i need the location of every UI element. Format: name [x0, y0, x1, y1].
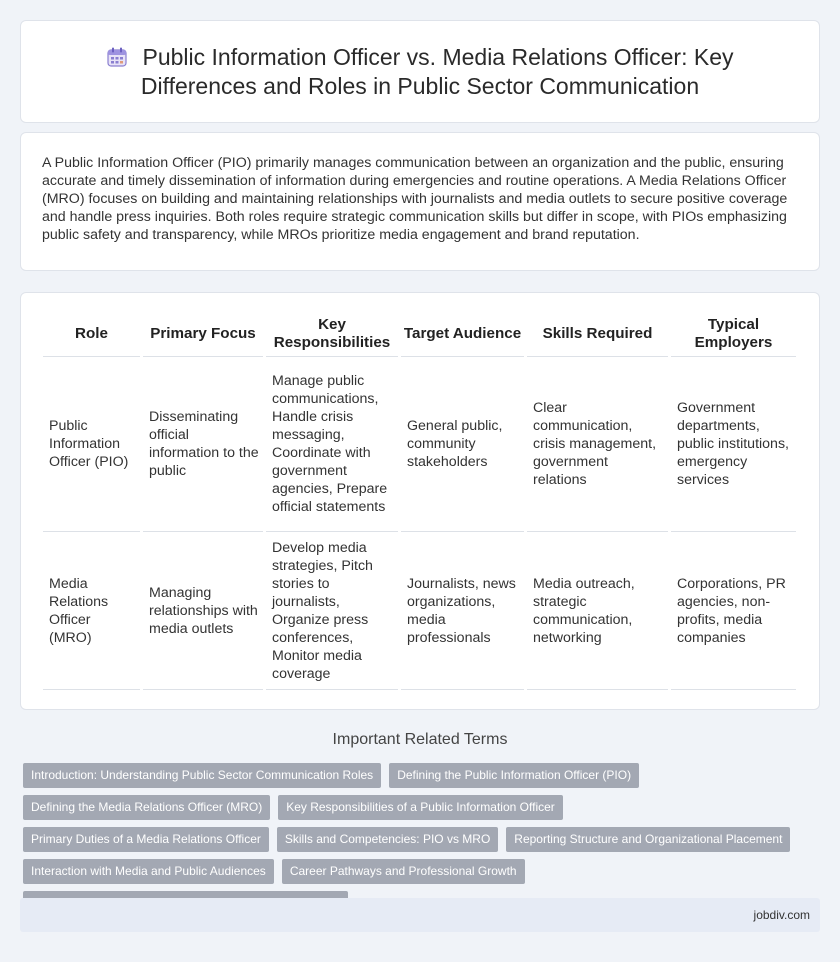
table-row — [43, 532, 796, 690]
table-cell: Public Information Officer (PIO) — [43, 357, 140, 532]
footer-site-link[interactable]: jobdiv.com — [753, 908, 810, 922]
title-text: Public Information Officer vs. Media Relations Officer: Key Differences and Roles in Public Sector Communication — [140, 43, 734, 99]
header-primary-focus: Primary Focus — [143, 311, 263, 357]
table-cell: Corporations, PR agencies, non-profits, media companies — [671, 532, 796, 690]
table-row — [43, 357, 796, 532]
table-cell: Managing relationships with media outlets — [143, 532, 263, 690]
table-cell: Develop media strategies, Pitch stories to journalists, Organize press conferences, Monitor media coverage — [266, 532, 398, 690]
related-term-tag[interactable]: Key Responsibilities of a Public Information Officer — [278, 795, 563, 820]
table-cell: Media outreach, strategic communication, networking — [527, 532, 668, 690]
related-term-tag[interactable]: Defining the Media Relations Officer (MRO) — [23, 795, 270, 820]
related-term-tag[interactable]: Primary Duties of a Media Relations Officer — [23, 827, 269, 852]
table-cell: Media Relations Officer (MRO) — [43, 532, 140, 690]
table-cell: Clear communication, crisis management, government relations — [527, 357, 668, 532]
footer — [20, 898, 820, 932]
related-term-tag[interactable]: Reporting Structure and Organizational Placement — [506, 827, 790, 852]
page-title — [51, 43, 789, 101]
intro-card — [20, 132, 820, 271]
related-terms-title: Important Related Terms — [332, 731, 508, 748]
table-header-row — [43, 311, 796, 357]
related-term-tag[interactable]: Career Pathways and Professional Growth — [282, 859, 525, 884]
table-cell: Journalists, news organizations, media professionals — [401, 532, 524, 690]
header-role: Role — [43, 311, 140, 357]
header-target-audience: Target Audience — [401, 311, 524, 357]
comparison-table-card — [20, 292, 820, 710]
header-skills-required: Skills Required — [527, 311, 668, 357]
comparison-table — [40, 311, 799, 690]
table-cell: Government departments, public institutions, emergency services — [671, 357, 796, 532]
calendar-icon — [106, 46, 128, 68]
title-card — [20, 20, 820, 123]
table-cell: General public, community stakeholders — [401, 357, 524, 532]
header-key-responsibilities: Key Responsibilities — [266, 311, 398, 357]
header-typical-employers: Typical Employers — [671, 311, 796, 357]
table-cell: Manage public communications, Handle crisis messaging, Coordinate with government agencies, Prepare official statements — [266, 357, 398, 532]
intro-paragraph: A Public Information Officer (PIO) primarily manages communication between an organization and the public, ensuring accurate and timely dissemination of information during emergencies and routine operations. A Media Relations Officer (MRO) focuses on building and maintaining relationships with journalists and media outlets to secure positive coverage and handle press inquiries. Both roles require strategic communication skills but differ in scope, with PIOs emphasizing public safety and transparency, while MROs prioritize media engagement and brand reputation. — [42, 155, 788, 243]
related-term-tag[interactable]: Interaction with Media and Public Audiences — [23, 859, 274, 884]
related-term-tag[interactable]: Introduction: Understanding Public Sector Communication Roles — [23, 763, 381, 788]
related-term-tag[interactable]: Defining the Public Information Officer (PIO) — [389, 763, 639, 788]
related-term-tag[interactable]: Skills and Competencies: PIO vs MRO — [277, 827, 498, 852]
table-cell: Disseminating official information to the public — [143, 357, 263, 532]
